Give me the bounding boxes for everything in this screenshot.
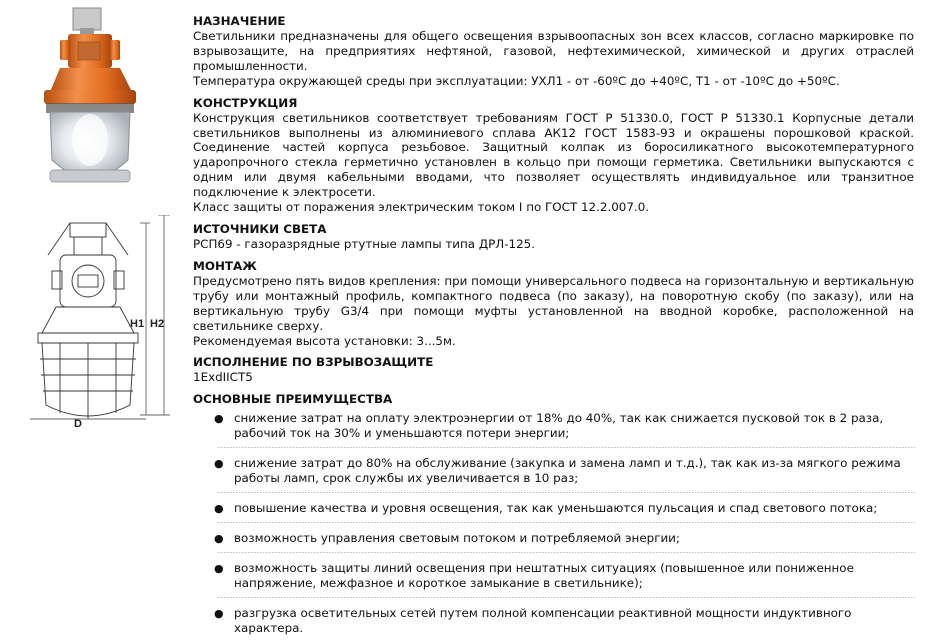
dim-h2: H2 [150, 318, 165, 330]
section-text: Предусмотрено пять видов крепления: при помощи универсального подвеса на горизонтальную и вертикальную трубу или монтажный профиль, компактного подвеса (по заказу), на поворотную скобу (по заказу), или на вертикальную трубу G3/4 при помощи муфты установленной на вводной коробке, расположенной на светильнике сверху. [193, 273, 914, 333]
section-text: РСП69 - газоразрядные ртутные лампы типа ДРЛ-125. [193, 236, 536, 251]
section-title: НАЗНАЧЕНИЕ [193, 14, 286, 28]
section-text: 1ExdIICT5 [193, 370, 253, 385]
section-purpose [193, 14, 914, 89]
section-title: ИСПОЛНЕНИЕ ПО ВЗРЫВОЗАЩИТЕ [193, 355, 434, 370]
section-title: МОНТАЖ [193, 258, 257, 273]
bullet-icon: ● [214, 457, 224, 471]
dim-h1: H1 [130, 318, 145, 330]
section-light-sources [193, 222, 914, 252]
product-illustrations [0, 0, 190, 635]
section-construction [193, 96, 914, 215]
section-text: Светильники предназначены для общего освещения взрывоопасных зон всех классов, согласно маркировке по взрывозащите, на предприятиях нефтяной, газовой, нефтехимической, химической и других отраслей промышленности. [193, 29, 914, 73]
section-explosion-protection [193, 355, 914, 385]
list-item: ● возможность управления световым потоком и потребляемой энергии; [193, 531, 914, 553]
list-item: ● возможность защиты линий освещения при нештатных ситуациях (повышенное или пониженное напряжение, межфазное и короткое замыкание в светильнике); [193, 561, 914, 598]
dim-d: D [74, 418, 82, 430]
bullet-icon: ● [214, 607, 224, 621]
list-item: ● повышение качества и уровня освещения, так как уменьшаются пульсация и спад светового потока; [193, 501, 914, 523]
bullet-icon: ● [214, 502, 224, 516]
section-title: ИСТОЧНИКИ СВЕТА [193, 221, 327, 236]
section-text: Температура окружающей среды при эксплуатации: УХЛ1 - от -60ºС до +40ºС, Т1 - от -10ºС до +50ºС. [193, 73, 840, 88]
section-text: Конструкция светильников соответствует требованиям ГОСТ Р 51330.0, ГОСТ Р 51330.1 Корпусные детали светильников выполнены из алюминиевого сплава АК12 ГОСТ 1583-93 и окрашены порошковой краской. Соединение частей корпуса резьбовое. Защитный колпак из боросиликатного высокотемпературного ударопрочного стекла герметично установлен в кольцо при помощи герметика. Светильники выпускаются с одним или двумя кабельными вводами, что позволяет осуществлять индивидуальное или транзитное подключение к электросети. [193, 110, 914, 200]
section-text: Класс защиты от поражения электрическим током I по ГОСТ 12.2.007.0. [193, 200, 650, 215]
technical-drawing [0, 215, 190, 435]
section-title: КОНСТРУКЦИЯ [193, 95, 298, 110]
list-item: ● снижение затрат на оплату электроэнергии от 18% до 40%, так как снижается пусковой ток в 2 раза, рабочий ток на 30% и уменьшаются потери энергии; [193, 411, 914, 448]
advantages-list [193, 411, 914, 636]
list-item: ● снижение затрат до 80% на обслуживание (закупка и замена ламп и т.д.), так как из-за мягкого режима работы ламп, срок службы их увеличивается в 10 раз; [193, 456, 914, 493]
section-mounting [193, 259, 914, 349]
list-item: ● разгрузка осветительных сетей путем полной компенсации реактивной мощности индуктивного характера. [214, 606, 852, 636]
section-text: Рекомендуемая высота установки: 3...5м. [193, 333, 456, 348]
bullet-icon: ● [214, 532, 224, 546]
bullet-icon: ● [214, 562, 224, 576]
product-photo [0, 0, 190, 200]
bullet-icon: ● [214, 412, 224, 426]
product-description [193, 14, 914, 644]
section-title: ОСНОВНЫЕ ПРЕИМУЩЕСТВА [193, 392, 393, 407]
section-advantages [193, 392, 914, 636]
